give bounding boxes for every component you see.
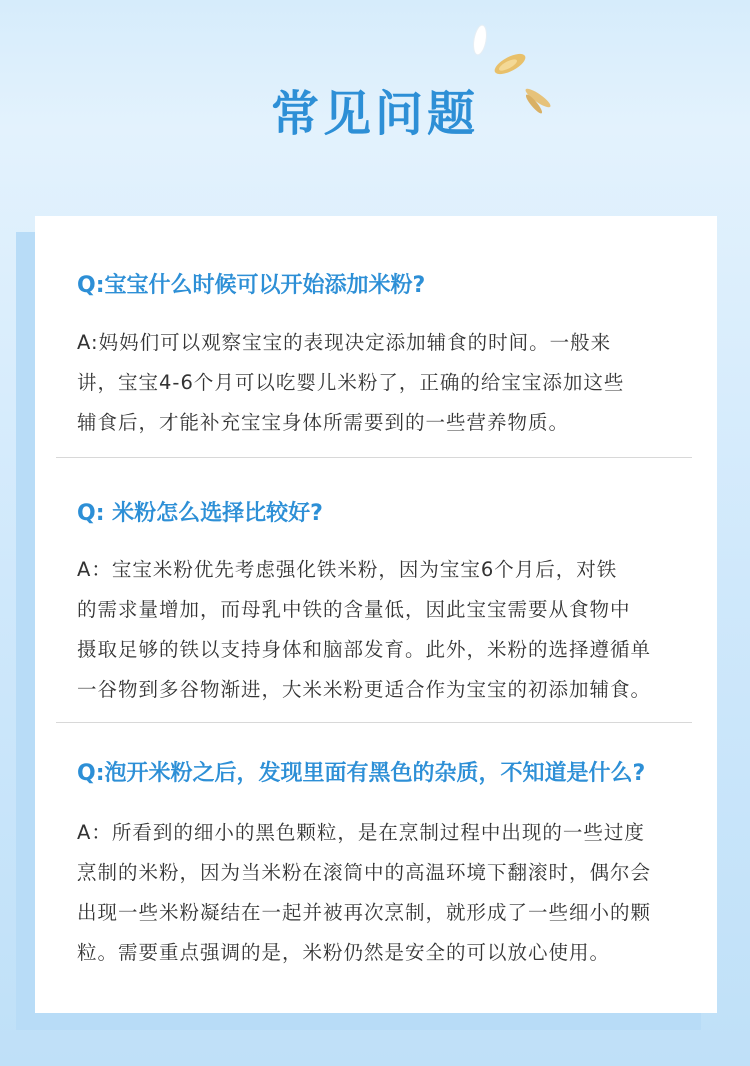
answer-line: 讲，宝宝4-6个月可以吃婴儿米粉了，正确的给宝宝添加这些 <box>77 371 625 394</box>
answer-line: 出现一些米粉凝结在一起并被再次烹制，就形成了一些细小的颗 <box>77 901 652 924</box>
faq-divider <box>56 457 692 458</box>
faq-answer-2 <box>77 550 677 710</box>
faq-answer-1 <box>77 323 677 443</box>
faq-divider <box>56 722 692 723</box>
faq-question-3: Q:泡开米粉之后，发现里面有黑色的杂质，不知道是什么? <box>77 761 646 786</box>
answer-line: 摄取足够的铁以支持身体和脑部发育。此外，米粉的选择遵循单 <box>77 638 652 661</box>
faq-answer-3 <box>77 813 677 973</box>
answer-line: A：宝宝米粉优先考虑强化铁米粉，因为宝宝6个月后，对铁 <box>77 558 618 581</box>
answer-line: 一谷物到多谷物渐进，大米米粉更适合作为宝宝的初添加辅食。 <box>77 678 652 701</box>
faq-question-2: Q: 米粉怎么选择比较好? <box>77 501 323 526</box>
answer-line: 辅食后，才能补充宝宝身体所需要到的一些营养物质。 <box>77 411 570 434</box>
answer-line: A：所看到的细小的黑色颗粒，是在烹制过程中出现的一些过度 <box>77 821 645 844</box>
answer-line: 的需求量增加，而母乳中铁的含量低，因此宝宝需要从食物中 <box>77 598 631 621</box>
page-title: 常见问题 <box>270 86 479 142</box>
faq-card <box>35 216 717 1013</box>
answer-line: 烹制的米粉，因为当米粉在滚筒中的高温环境下翻滚时，偶尔会 <box>77 861 652 884</box>
answer-line: A:妈妈们可以观察宝宝的表现决定添加辅食的时间。一般来 <box>77 331 612 354</box>
answer-line: 粒。需要重点强调的是，米粉仍然是安全的可以放心使用。 <box>77 941 611 964</box>
faq-question-1: Q:宝宝什么时候可以开始添加米粉? <box>77 273 426 298</box>
